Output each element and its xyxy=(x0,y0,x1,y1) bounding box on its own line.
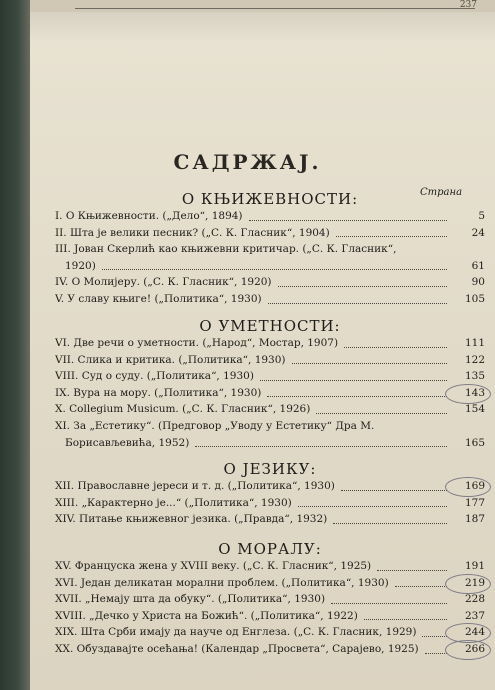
page-column-label: Страна xyxy=(420,187,463,198)
section-title: О УМЕТНОСТИ: xyxy=(199,317,341,335)
entry-page: 244 xyxy=(464,626,485,639)
dot-leader xyxy=(260,380,447,381)
entry-title: XVI. Један деликатан морални проблем. („Политика“, 1930) xyxy=(55,576,389,589)
entry-title: VI. Две речи о уметности. („Народ“, Мостар, 1907) xyxy=(55,337,339,349)
entry-title: IX. Вура на мору. („Политика“, 1930) xyxy=(55,386,262,399)
dot-leader xyxy=(298,506,447,507)
toc-entry[interactable] xyxy=(55,591,485,608)
toc-entry[interactable] xyxy=(55,401,485,418)
entry-page: 5 xyxy=(478,210,485,222)
entry-page: 154 xyxy=(464,403,485,416)
entry-title: II. Шта је велики песник? („С. К. Гласник“, 1904) xyxy=(55,226,330,239)
section-literature xyxy=(55,191,485,308)
dot-leader xyxy=(341,490,447,491)
entry-page: 191 xyxy=(464,560,485,572)
entry-title: XVII. „Немају шта да обуку“. („Политика“, 1930) xyxy=(55,593,326,606)
toc-entry[interactable] xyxy=(55,575,485,592)
toc-entry[interactable] xyxy=(55,608,485,625)
dot-leader xyxy=(336,236,447,237)
entry-title: XVIII. „Дечко у Христа на Божић“. („Политика“, 1922) xyxy=(55,609,358,622)
dot-leader xyxy=(195,446,447,447)
entry-page: 169 xyxy=(464,480,485,492)
dot-leader xyxy=(278,286,447,287)
section-title: О ЈЕЗИКУ: xyxy=(223,460,317,478)
entry-title: XIX. Шта Срби имају да науче од Енглеза. („С. К. Гласник, 1929) xyxy=(55,626,417,639)
toc-entry[interactable] xyxy=(55,511,485,528)
entry-page: 105 xyxy=(464,292,485,305)
entry-title: XII. Православне јереси и т. д. („Политика“, 1930) xyxy=(55,480,335,492)
toc-entry[interactable] xyxy=(55,558,485,575)
dot-leader xyxy=(292,363,447,364)
page-title: САДРЖАЈ. xyxy=(173,150,322,174)
entry-title: I. О Књижевности. („Дело“, 1894) xyxy=(55,210,243,222)
dot-leader xyxy=(331,603,447,604)
entry-page: 237 xyxy=(464,609,485,622)
entry-title: XV. Француска жена у XVIII веку. („С. К. Гласник“, 1925) xyxy=(55,560,372,572)
toc-entry[interactable] xyxy=(55,385,485,402)
entry-page: 266 xyxy=(464,642,485,655)
toc-entry[interactable] xyxy=(55,291,485,308)
entry-page: 165 xyxy=(464,436,485,449)
entry-title: XIV. Питање књижевног језика. („Правда“, 1932) xyxy=(55,513,328,526)
dot-leader xyxy=(249,220,447,221)
entry-title: X. Collegium Musicum. („С. К. Гласник“, 1926) xyxy=(55,403,311,416)
entry-page: 135 xyxy=(464,370,485,383)
section-language xyxy=(55,461,485,528)
dot-leader xyxy=(333,523,447,524)
book-spine xyxy=(0,0,30,690)
dot-leader xyxy=(102,269,447,270)
entry-page: 111 xyxy=(464,337,485,349)
entry-title: V. У славу књиге! („Политика“, 1930) xyxy=(55,292,262,305)
entry-page: 228 xyxy=(464,593,485,606)
previous-page-edge xyxy=(30,0,495,12)
entry-title: VIII. Суд о суду. („Политика“, 1930) xyxy=(55,370,254,383)
entry-title: IV. О Молијеру. („С. К. Гласник“, 1920) xyxy=(55,276,272,289)
toc-entry-continuation[interactable] xyxy=(55,258,485,275)
entry-title: 1920) xyxy=(65,259,96,272)
toc-entry[interactable] xyxy=(55,478,485,495)
toc-entry[interactable] xyxy=(55,418,485,435)
entry-page: 122 xyxy=(464,353,485,366)
entry-title: XIII. „Карактерно је...“ („Политика“, 1930) xyxy=(55,496,292,509)
section-title: О МОРАЛУ: xyxy=(218,540,322,558)
section-morality xyxy=(55,541,485,658)
dot-leader xyxy=(364,619,447,620)
page-shadow xyxy=(30,12,495,42)
toc-entry[interactable] xyxy=(55,335,485,352)
entry-title: XX. Обуздавајте осећања! (Календар „Просвета“, Сарајево, 1925) xyxy=(55,642,419,655)
dot-leader xyxy=(268,303,447,304)
pen-circle-mark xyxy=(445,640,491,660)
dot-leader xyxy=(422,636,447,637)
toc-entry[interactable] xyxy=(55,274,485,291)
entry-page: 90 xyxy=(471,276,485,289)
section-art xyxy=(55,318,485,451)
dot-leader xyxy=(316,413,447,414)
toc-entry[interactable] xyxy=(55,225,485,242)
entry-title: III. Јован Скерлић као књижевни критичар. („С. К. Гласник“, xyxy=(55,243,397,256)
toc-entry[interactable] xyxy=(55,208,485,225)
toc-entry-continuation[interactable] xyxy=(55,435,485,452)
entry-title: Борисављевића, 1952) xyxy=(65,436,190,449)
toc-entry[interactable] xyxy=(55,641,485,658)
entry-page: 187 xyxy=(464,513,485,526)
entry-page: 177 xyxy=(464,496,485,509)
dot-leader xyxy=(377,570,447,571)
entry-page: 143 xyxy=(464,386,485,399)
toc-entry[interactable] xyxy=(55,495,485,512)
dot-leader xyxy=(267,396,447,397)
toc-entry[interactable] xyxy=(55,368,485,385)
dot-leader xyxy=(425,653,447,654)
toc-entry[interactable] xyxy=(55,352,485,369)
entry-page: 61 xyxy=(471,259,485,272)
header-rule xyxy=(75,8,475,9)
entry-title: XI. За „Естетику“. (Предговор „Уводу у Естетику“ Дра М. xyxy=(55,419,375,432)
dot-leader xyxy=(344,347,447,348)
dot-leader xyxy=(395,586,447,587)
page-number: 237 xyxy=(459,0,477,10)
entry-title: VII. Слика и критика. („Политика“, 1930) xyxy=(55,353,286,366)
toc-entry[interactable] xyxy=(55,241,485,258)
section-title: О КЊИЖЕВНОСТИ: xyxy=(181,190,359,208)
entry-page: 24 xyxy=(471,226,485,239)
entry-page: 219 xyxy=(464,576,485,589)
toc-entry[interactable] xyxy=(55,624,485,641)
